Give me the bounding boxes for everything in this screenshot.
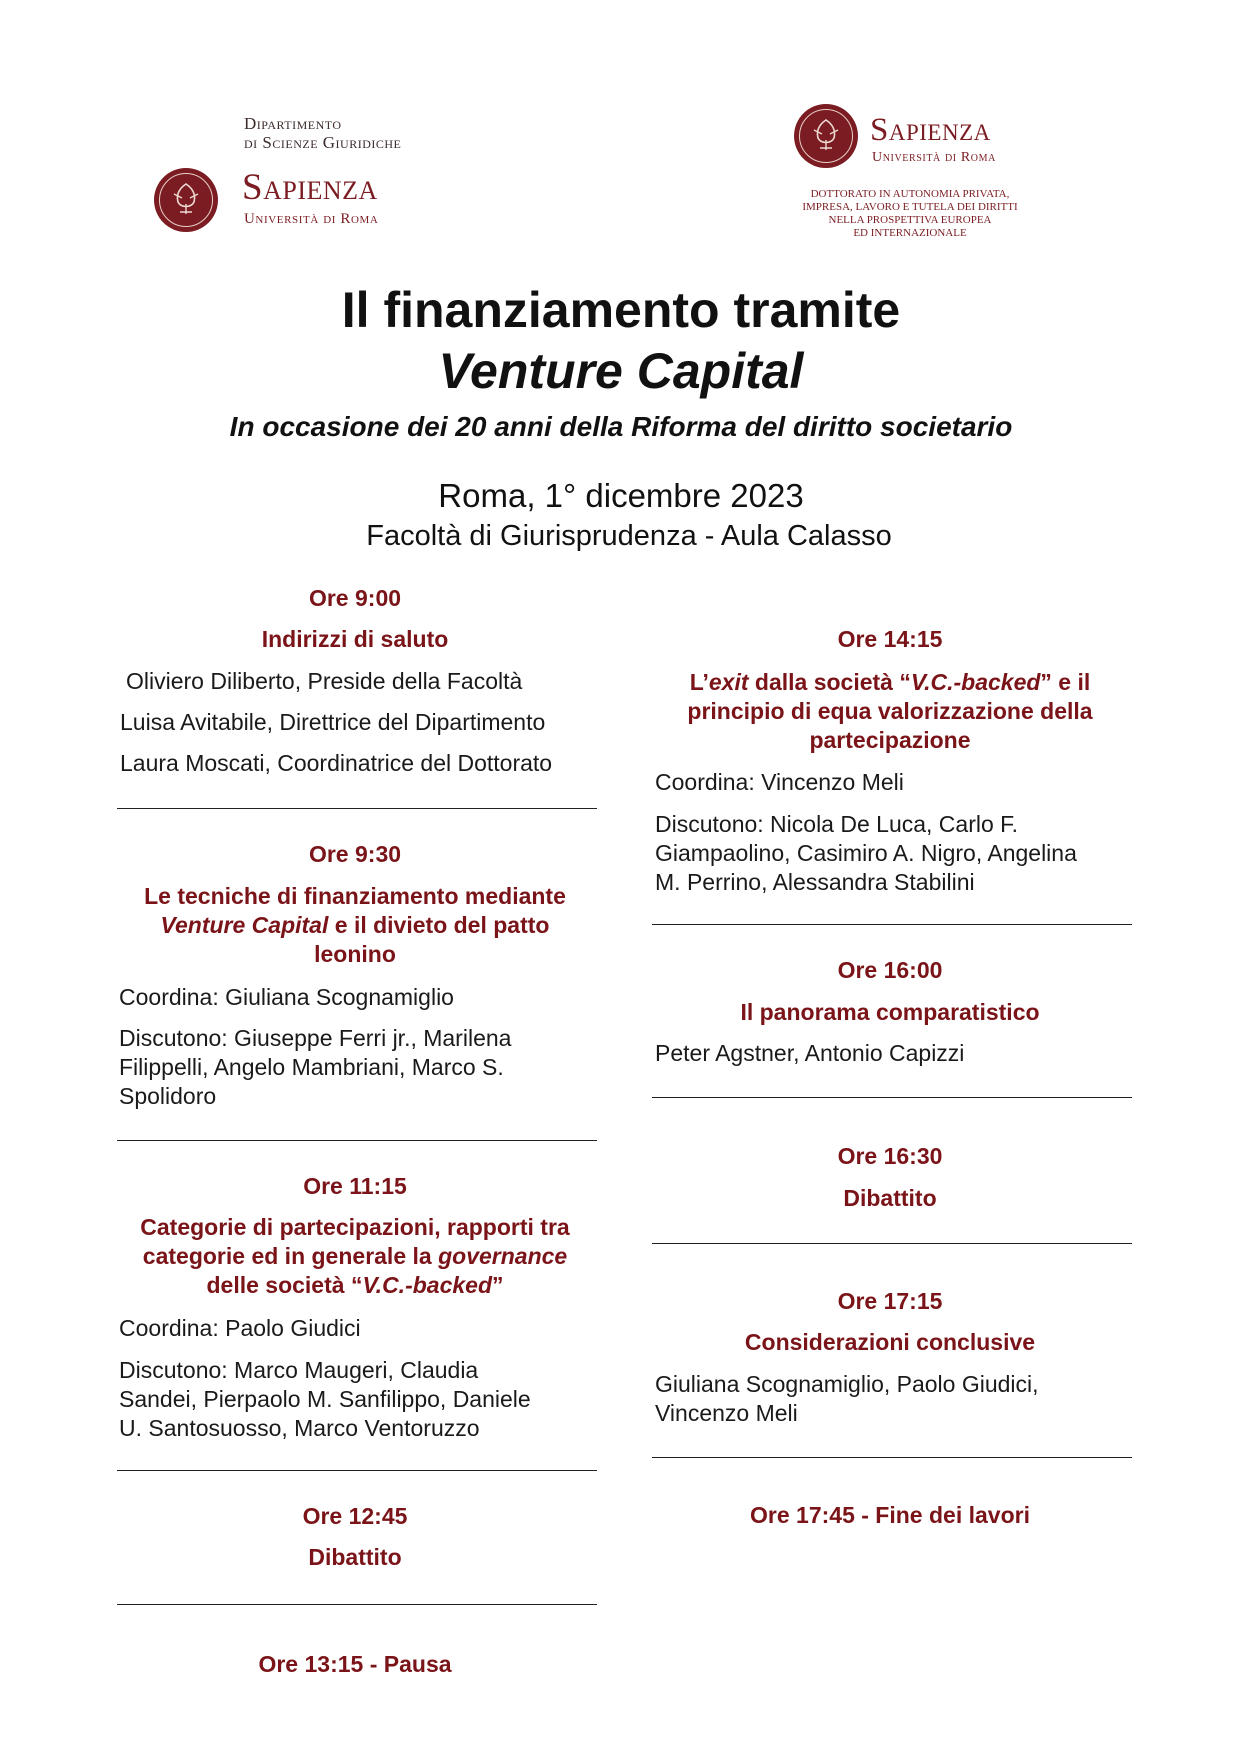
topic-italic: governance bbox=[438, 1243, 568, 1269]
session-time: Ore 9:30 bbox=[308, 841, 402, 867]
discussants-line: Spolidoro bbox=[119, 1083, 217, 1109]
page-title-line2: Venture Capital bbox=[438, 343, 804, 399]
doctorate-line: ED INTERNAZIONALE bbox=[853, 227, 967, 239]
sapienza-subtitle: Università di Roma bbox=[244, 211, 379, 227]
session-time: Ore 9:00 bbox=[308, 585, 402, 611]
speakers-line: Giuliana Scognamiglio, Paolo Giudici, bbox=[655, 1371, 1039, 1397]
discussants-line: Giampaolino, Casimiro A. Nigro, Angelina bbox=[655, 840, 1077, 866]
topic-text: dalla società “ bbox=[748, 669, 911, 695]
doctorate-line: NELLA PROSPETTIVA EUROPEA bbox=[828, 214, 992, 226]
topic-line bbox=[115, 1271, 595, 1300]
session-time: Ore 16:00 bbox=[837, 957, 943, 983]
session-time: Ore 14:15 bbox=[837, 626, 943, 652]
topic-line: leonino bbox=[314, 941, 396, 967]
discussants-line: Filippelli, Angelo Mambriani, Marco S. bbox=[119, 1054, 504, 1080]
section-divider bbox=[652, 1097, 1132, 1098]
discussants bbox=[655, 810, 1077, 897]
doctorate-line: DOTTORATO IN AUTONOMIA PRIVATA, bbox=[810, 188, 1010, 200]
coordinator: Coordina: Paolo Giudici bbox=[119, 1315, 361, 1341]
discussants-line: Discutono: Nicola De Luca, Carlo F. bbox=[655, 811, 1019, 837]
session-time: Ore 11:15 bbox=[303, 1173, 407, 1199]
discussants-line: Discutono: Giuseppe Ferri jr., Marilena bbox=[119, 1025, 512, 1051]
sapienza-wordmark: Sapienza bbox=[242, 167, 378, 208]
speakers: Peter Agstner, Antonio Capizzi bbox=[655, 1040, 965, 1066]
speaker: Laura Moscati, Coordinatrice del Dottorato bbox=[120, 750, 553, 776]
sapienza-subtitle: Università di Roma bbox=[872, 150, 996, 165]
break-label: Ore 13:15 - Pausa bbox=[258, 1651, 452, 1677]
speakers bbox=[655, 1370, 1039, 1428]
discussants bbox=[119, 1024, 511, 1111]
discussants-line: M. Perrino, Alessandra Stabilini bbox=[655, 869, 975, 895]
section-divider bbox=[652, 1457, 1132, 1458]
session-time: Ore 17:15 bbox=[837, 1288, 943, 1314]
topic-line: partecipazione bbox=[809, 727, 971, 753]
sapienza-wordmark: Sapienza bbox=[870, 112, 991, 148]
session-topic: Considerazioni conclusive bbox=[744, 1329, 1036, 1355]
topic-text: categorie ed in generale la bbox=[142, 1243, 439, 1269]
department-name-line1: Dipartimento bbox=[244, 114, 342, 133]
speakers-line: Vincenzo Meli bbox=[655, 1400, 798, 1426]
session-time: Ore 16:30 bbox=[837, 1143, 943, 1169]
section-divider bbox=[117, 1140, 597, 1141]
topic-italic: V.C.-backed bbox=[362, 1272, 492, 1298]
discussants-line: Sandei, Pierpaolo M. Sanfilippo, Daniele bbox=[119, 1386, 531, 1412]
page-title-line1: Il finanziamento tramite bbox=[341, 282, 901, 338]
topic-italic: V.C.-backed bbox=[910, 669, 1041, 695]
closing-label: Ore 17:45 - Fine dei lavori bbox=[750, 1502, 1030, 1528]
event-venue: Facoltà di Giurisprudenza - Aula Calasso bbox=[366, 520, 892, 552]
speaker: Oliviero Diliberto, Preside della Facoltà bbox=[126, 668, 523, 694]
session-topic: Dibattito bbox=[843, 1185, 937, 1211]
topic-line bbox=[115, 1242, 595, 1271]
topic-line: principio di equa valorizzazione della bbox=[687, 698, 1093, 724]
section-divider bbox=[652, 1243, 1132, 1244]
program-right-column bbox=[650, 0, 1130, 1755]
topic-line: Le tecniche di finanziamento mediante bbox=[144, 883, 566, 909]
topic-italic: Venture Capital bbox=[160, 912, 329, 938]
discussants bbox=[119, 1356, 531, 1443]
topic-line: Categorie di partecipazioni, rapporti tra bbox=[140, 1214, 570, 1240]
section-divider bbox=[117, 1604, 597, 1605]
topic-line bbox=[650, 668, 1130, 697]
topic-text: e il divieto del patto bbox=[328, 912, 550, 938]
doctorate-line: IMPRESA, LAVORO E TUTELA DEI DIRITTI bbox=[802, 201, 1018, 213]
page-subtitle: In occasione dei 20 anni della Riforma del diritto societario bbox=[229, 411, 1013, 442]
topic-italic: exit bbox=[708, 669, 749, 695]
session-topic: Indirizzi di saluto bbox=[261, 626, 449, 652]
speaker: Luisa Avitabile, Direttrice del Dipartimento bbox=[120, 709, 546, 735]
coordinator: Coordina: Vincenzo Meli bbox=[655, 769, 904, 795]
topic-text: ” e il bbox=[1040, 669, 1091, 695]
session-topic: Dibattito bbox=[308, 1544, 402, 1570]
department-name-line2: di Scienze Giuridiche bbox=[244, 133, 402, 152]
section-divider bbox=[117, 1470, 597, 1471]
topic-text: delle società “ bbox=[206, 1272, 363, 1298]
coordinator: Coordina: Giuliana Scognamiglio bbox=[119, 984, 454, 1010]
topic-text: L’ bbox=[689, 669, 709, 695]
session-time: Ore 12:45 bbox=[302, 1503, 408, 1529]
topic-line bbox=[115, 911, 595, 940]
section-divider bbox=[117, 808, 597, 809]
session-topic: Il panorama comparatistico bbox=[740, 999, 1040, 1025]
section-divider bbox=[652, 924, 1132, 925]
discussants-line: U. Santosuosso, Marco Ventoruzzo bbox=[119, 1415, 480, 1441]
discussants-line: Discutono: Marco Maugeri, Claudia bbox=[119, 1357, 479, 1383]
session-topic bbox=[115, 882, 595, 969]
event-date: Roma, 1° dicembre 2023 bbox=[438, 477, 804, 514]
program-left-column bbox=[115, 0, 595, 1755]
session-topic bbox=[650, 668, 1130, 755]
session-topic bbox=[115, 1213, 595, 1300]
topic-text: ” bbox=[492, 1272, 504, 1298]
